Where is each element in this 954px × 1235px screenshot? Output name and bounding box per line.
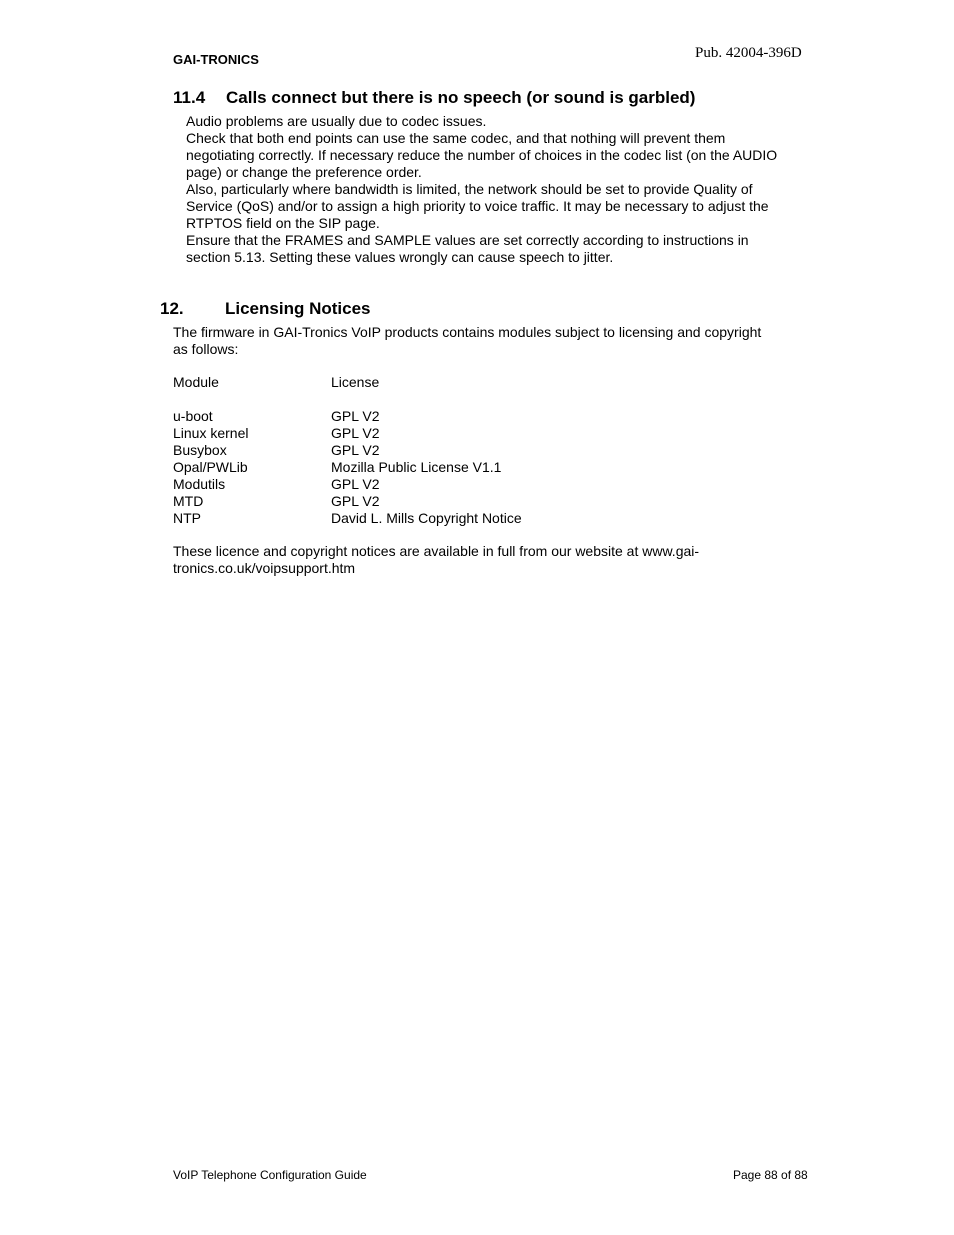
license-cell: GPL V2 <box>331 442 380 458</box>
license-cell: Mozilla Public License V1.1 <box>331 459 502 475</box>
table-row <box>173 408 522 425</box>
footer-page-number: Page 88 of 88 <box>733 1168 808 1182</box>
publication-number: Pub. 42004-396D <box>695 45 802 61</box>
module-cell: Modutils <box>173 476 226 492</box>
table-row <box>173 425 522 442</box>
paragraph: Also, particularly where bandwidth is limited, the network should be set to provide Quality of Service (QoS) and/or to assign a high priority to voice traffic. It may be necessary to adjust the RTPTOS field on the SIP page. <box>186 181 769 231</box>
table-header-row <box>173 374 522 391</box>
license-cell: GPL V2 <box>331 493 380 509</box>
table-row <box>173 459 522 476</box>
section-number: 12. <box>160 299 184 318</box>
footer-guide-title: VoIP Telephone Configuration Guide <box>173 1168 367 1182</box>
licensing-closing-note: These licence and copyright notices are available in full from our website at www.gai-tronics.co.uk/voipsupport.htm <box>173 543 700 576</box>
paragraph: Check that both end points can use the same codec, and that nothing will prevent them negotiating correctly. If necessary reduce the number of choices in the codec list (on the AUDIO page) or change the preference order. <box>186 130 778 180</box>
license-cell: GPL V2 <box>331 476 380 492</box>
module-cell: Linux kernel <box>173 425 249 441</box>
column-header-license: License <box>331 374 380 390</box>
paragraph: Audio problems are usually due to codec issues. <box>186 113 487 129</box>
table-row <box>173 442 522 459</box>
section-12-heading <box>160 299 370 319</box>
table-row <box>173 476 522 493</box>
license-cell: David L. Mills Copyright Notice <box>331 510 522 526</box>
module-cell: Busybox <box>173 442 227 458</box>
license-cell: GPL V2 <box>331 408 380 424</box>
module-cell: NTP <box>173 510 201 526</box>
paragraph: Ensure that the FRAMES and SAMPLE values are set correctly according to instructions in section 5.13. Setting these values wrongly can cause speech to jitter. <box>186 232 749 265</box>
section-11-4-heading <box>173 88 695 108</box>
section-title: Calls connect but there is no speech (or sound is garbled) <box>226 88 696 107</box>
table-row <box>173 510 522 527</box>
module-cell: u-boot <box>173 408 213 424</box>
section-number: 11.4 <box>173 88 206 107</box>
company-name: GAI-TRONICS <box>173 52 259 67</box>
module-cell: Opal/PWLib <box>173 459 248 475</box>
license-cell: GPL V2 <box>331 425 380 441</box>
license-table <box>173 374 522 527</box>
licensing-intro: The firmware in GAI-Tronics VoIP products contains modules subject to licensing and copyright as follows: <box>173 324 762 357</box>
table-row <box>173 493 522 510</box>
section-11-4-body <box>186 113 796 266</box>
module-cell: MTD <box>173 493 204 509</box>
section-title: Licensing Notices <box>225 299 371 318</box>
column-header-module: Module <box>173 374 219 390</box>
